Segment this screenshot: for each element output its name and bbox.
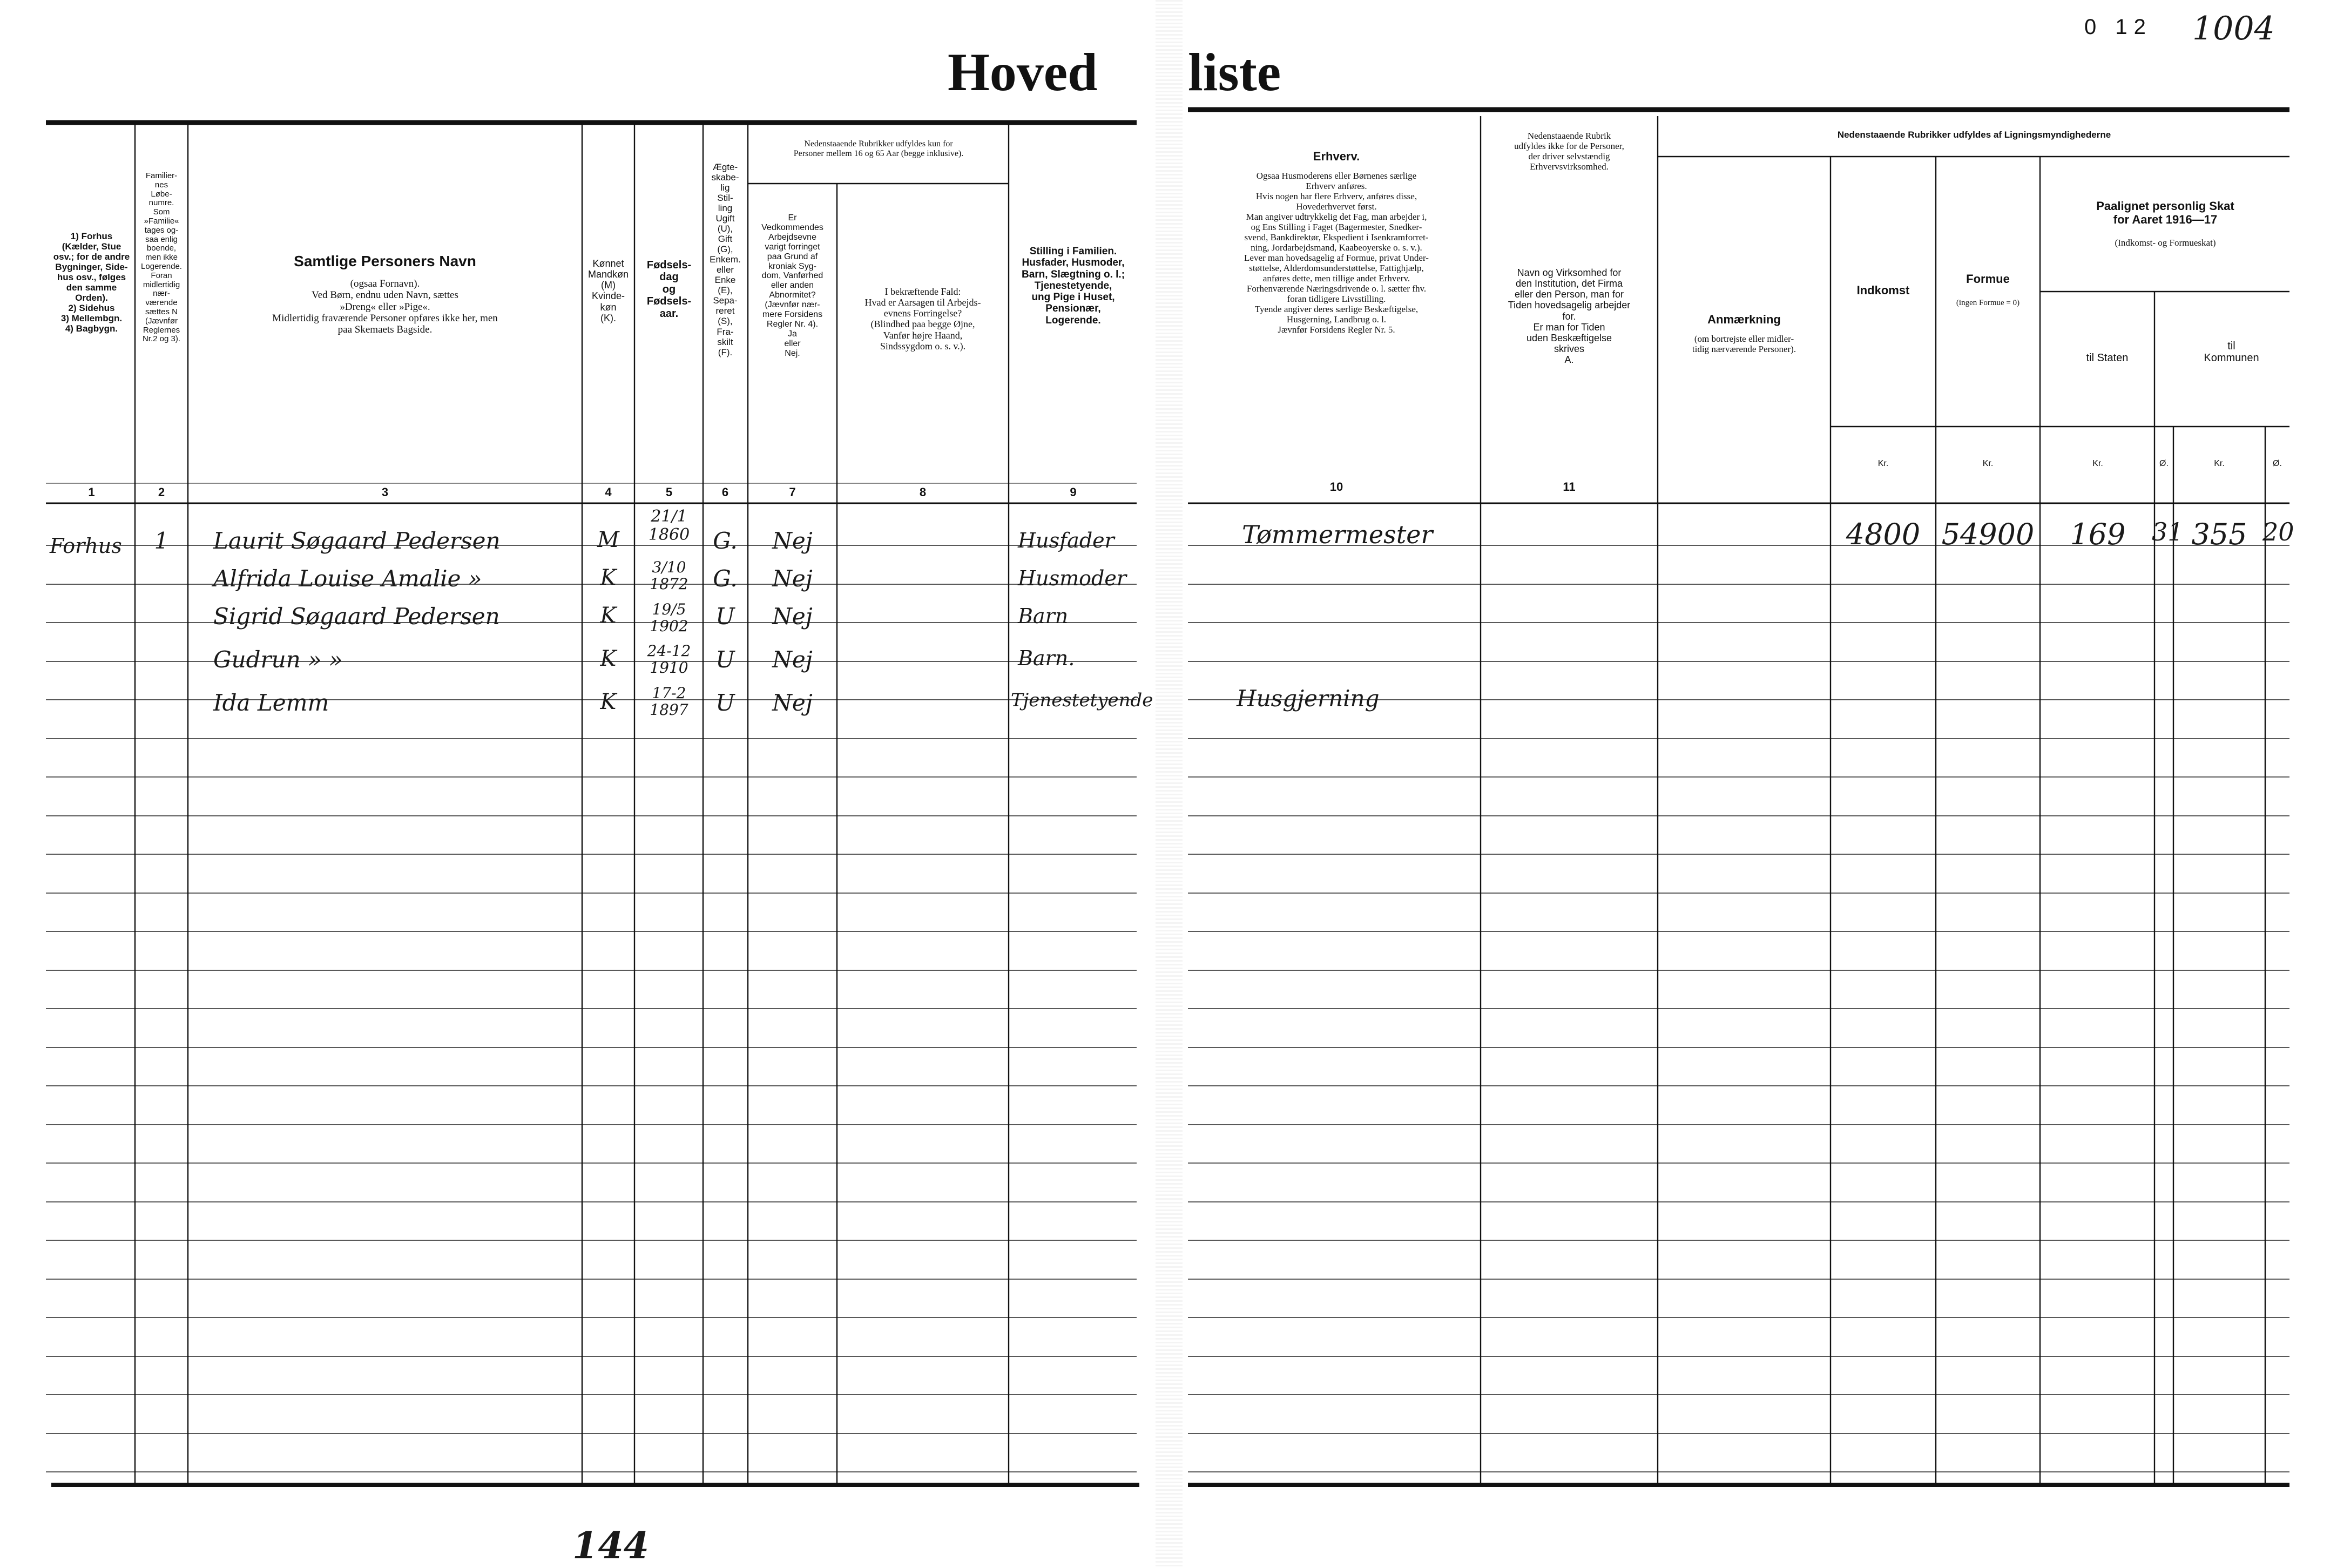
unit-ore-staten: Ø.	[2159, 459, 2169, 468]
unit-ore-kommunen: Ø.	[2273, 459, 2282, 468]
header-col1: 1) Forhus (Kælder, Stue osv.; for de andre Bygninger, Side- hus osv., følges den samme Orden). 2) Sidehus 3) Mellembgn. 4) Bagbygn.	[53, 231, 130, 334]
unit-kr-indkomst: Kr.	[1877, 459, 1889, 468]
row2-sex: K	[600, 565, 617, 590]
row1-sex: M	[597, 528, 619, 552]
header-indkomst: Indkomst	[1856, 283, 1910, 297]
row1-name: Laurit Søgaard Pedersen	[213, 528, 501, 554]
row5-civil: U	[715, 690, 735, 716]
header-til-staten: til Staten	[2086, 352, 2129, 364]
header-skat: Paalignet personlig Skat for Aaret 1916—17	[2096, 199, 2234, 226]
header-formue: Formue	[1966, 272, 2010, 286]
col-number-3: 3	[381, 485, 389, 499]
header-skat-sub: (Indkomst- og Formueskat)	[2115, 238, 2216, 248]
row1-impaired: Nej	[772, 528, 813, 554]
bottom-page-number: 144	[572, 1524, 649, 1567]
row3-civil: U	[715, 603, 735, 630]
col-number-7: 7	[789, 485, 796, 499]
row4-birth: 24-12 1910	[647, 642, 691, 677]
row4-impaired: Nej	[772, 646, 813, 673]
row1-birth: 21/1 1860	[648, 507, 690, 544]
row1-tax-municipal: 355	[2191, 517, 2247, 551]
col-number-2: 2	[158, 485, 165, 499]
page-code: 0 12	[2084, 15, 2152, 39]
row5-birth: 17-2 1897	[650, 684, 688, 719]
header-col11-top: Nedenstaaende Rubrik udfyldes ikke for de Personer, der driver selvstændig Erhvervsvirksomhed.	[1514, 131, 1624, 172]
row5-name: Ida Lemm	[213, 690, 329, 716]
row1-family-no: 1	[154, 528, 169, 554]
row4-name: Gudrun » »	[213, 646, 343, 673]
row5-position: Tjenestetyende	[1011, 690, 1153, 711]
header-col10-title: Erhverv.	[1313, 150, 1360, 163]
row4-civil: U	[715, 646, 735, 673]
header-col3-body: (ogsaa Fornavn). Ved Børn, endnu uden Navn, sættes »Dreng« eller »Pige«. Midlertidig fraværende Personer opføres ikke her, men paa Skemaets Bagside.	[272, 278, 498, 336]
row4-sex: K	[600, 646, 617, 671]
col-number-1: 1	[88, 485, 95, 499]
row1-house: Forhus	[50, 534, 122, 558]
header-col10-body: Ogsaa Husmoderens eller Børnenes særlige Erhverv anføres. Hvis nogen har flere Erhverv, anføres disse, Hovederhvervet først. Man angiver udtrykkelig det Fag, man arbejder i, og Ens Stilling i Faget (Bagermester, Snedker- svend, Bankdirektør, Ekspedient i Isenkramforret- ning, Jordarbejdsmand, Kaabeoyerske o. s. v.). Lever man hovedsagelig af Formue, privat Under- støttelse, Alderdomsunderstøttelse, Fattighjælp, anføres dette, men tillige andet Erhverv. Forhenværende Næringsdrivende o. l. sætter fhv. foran tidligere Livsstilling. Tyende angiver deres særlige Beskæftigelse, Husgerning, Landbrug o. l. Jævnfør Forsidens Regler Nr. 5.	[1244, 171, 1429, 335]
row1-income: 4800	[1846, 517, 1921, 551]
row3-birth: 19/5 1902	[650, 600, 688, 636]
row1-wealth: 54900	[1941, 517, 2035, 551]
title-left: Hoved	[948, 42, 1098, 102]
col-number-5: 5	[665, 485, 673, 499]
row4-position: Barn.	[1018, 646, 1075, 670]
header-col9: Stilling i Familien. Husfader, Husmoder, Barn, Slægtning o. l.; Tjenestetyende, ung Pige i Huset, Pensionær, Logerende.	[1021, 246, 1125, 326]
col-number-10: 10	[1329, 480, 1343, 494]
header-col7: Er Vedkommendes Arbejdsevne varigt forringet paa Grund af kroniak Syg- dom, Vanførhed eller anden Abnormitet? (Jævnfør nær- mere Forsidens Regler Nr. 4). Ja eller Nej.	[761, 213, 823, 358]
row5-sex: K	[600, 690, 617, 714]
col-number-6: 6	[721, 485, 729, 499]
header-anmaerkning: Anmærkning	[1707, 313, 1781, 326]
row2-name: Alfrida Louise Amalie »	[213, 565, 482, 592]
title-right: liste	[1188, 42, 1281, 102]
unit-kr-kommunen: Kr.	[2214, 459, 2225, 468]
header-formue-sub: (ingen Formue = 0)	[1956, 299, 2020, 307]
header-col5: Fødsels- dag og Fødsels- aar.	[646, 259, 692, 320]
row3-impaired: Nej	[772, 603, 813, 630]
row2-position: Husmoder	[1018, 566, 1127, 590]
col-number-11: 11	[1563, 480, 1576, 494]
header-col8: I bekræftende Fald: Hvad er Aarsagen til Arbejds- evnens Forringelse? (Blindhed paa begge Øjne, Vanfør højre Haand, Sindssygdom o. s. v.).	[864, 286, 981, 352]
header-col6: Ægte- skabe- lig Stil- ling Ugift (U), Gift (G), Enkem. eller Enke (E), Sepa- reret (S), Fra- skilt (F).	[710, 162, 741, 357]
row3-name: Sigrid Søgaard Pedersen	[213, 603, 500, 630]
row1-tax-state-ore: 31	[2152, 517, 2184, 546]
row2-impaired: Nej	[772, 565, 813, 592]
header-col4: Kønnet Mandkøn (M) Kvinde- køn (K).	[587, 258, 629, 323]
header-col11-body: Navn og Virksomhed for den Institution, det Firma eller den Person, man for Tiden hovedsagelig arbejder for. Er man for Tiden uden Beskæftigelse skrives A.	[1508, 267, 1631, 366]
row1-occupation: Tømmermester	[1242, 520, 1433, 549]
unit-kr-formue: Kr.	[1982, 459, 1994, 468]
row3-position: Barn	[1018, 604, 1069, 628]
row1-position: Husfader	[1018, 529, 1115, 552]
unit-kr-staten: Kr.	[2092, 459, 2103, 468]
header-right-group: Nedenstaaende Rubrikker udfyldes af Ligningsmyndighederne	[1837, 130, 2111, 140]
row3-sex: K	[600, 603, 617, 628]
col-number-9: 9	[1070, 485, 1077, 499]
header-col78-group: Nedenstaaende Rubrikker udfyldes kun for Personer mellem 16 og 65 Aar (begge inklusive).	[793, 139, 964, 158]
header-col3-title: Samtlige Personers Navn	[294, 253, 476, 269]
row2-birth: 3/10 1872	[650, 558, 688, 593]
col-number-4: 4	[605, 485, 612, 499]
header-col2: Familier- nes Løbe- numre. Som »Familie« tages og- saa enlig boende, men ikke Logerende. Foran midlertidig nær- værende sættes N (Jævnfør Reglernes Nr.2 og 3).	[141, 171, 182, 344]
col-number-8: 8	[919, 485, 927, 499]
row1-tax-municipal-ore: 20	[2262, 517, 2294, 546]
row5-occupation: Husgjerning	[1237, 685, 1380, 712]
row2-civil: G.	[713, 565, 738, 592]
page-stamp: 1004	[2192, 10, 2275, 48]
row1-civil: G.	[713, 528, 738, 554]
row1-tax-state: 169	[2070, 517, 2126, 551]
header-anmaerkning-sub: (om bortrejste eller midler- tidig nærværende Personer).	[1692, 334, 1796, 355]
row5-impaired: Nej	[772, 690, 813, 716]
header-til-kommunen: til Kommunen	[2204, 340, 2259, 364]
